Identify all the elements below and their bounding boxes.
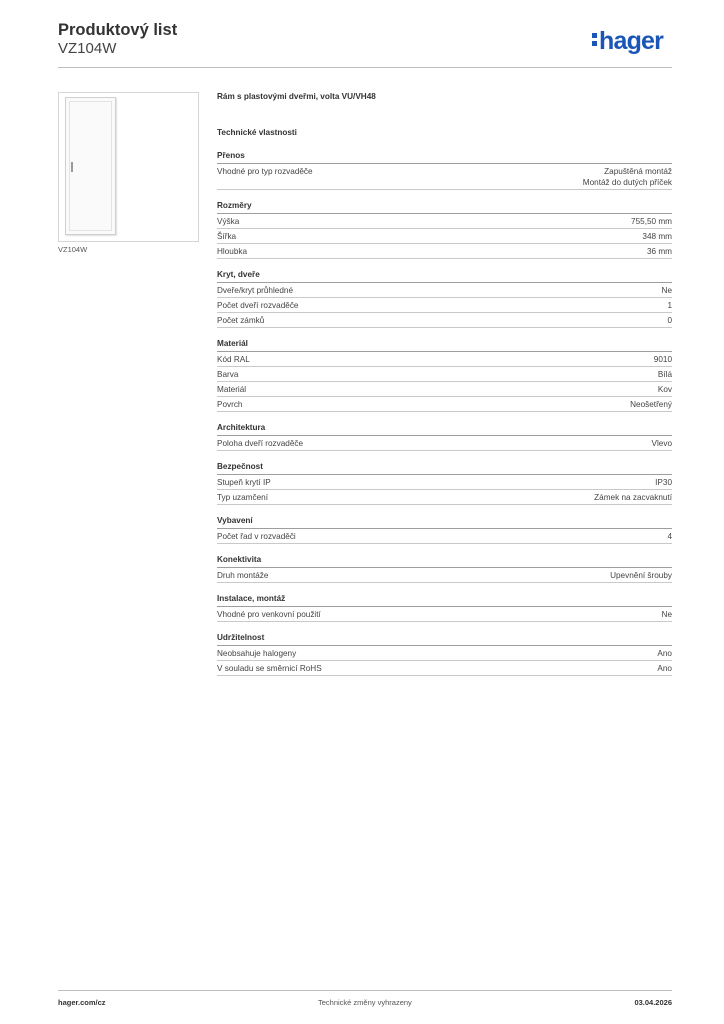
product-image <box>58 92 199 242</box>
spec-label: Neobsahuje halogeny <box>217 649 297 658</box>
spec-label: Poloha dveří rozvaděče <box>217 439 304 448</box>
logo-text: hager <box>599 27 664 55</box>
section-heading: Materiál <box>217 338 672 352</box>
spec-value: Vlevo <box>651 439 672 448</box>
spec-value: 36 mm <box>646 247 672 256</box>
spec-value: 1 <box>667 301 672 310</box>
spec-row <box>217 475 672 490</box>
spec-row <box>217 164 672 190</box>
spec-value: 755,50 mm <box>631 217 672 226</box>
spec-value: IP30 <box>655 478 672 487</box>
product-title: Rám s plastovými dveřmi, volta VU/VH48 <box>217 92 376 101</box>
section-heading: Instalace, montáž <box>217 593 672 607</box>
footer-url[interactable]: hager.com/cz <box>58 998 106 1007</box>
spec-row <box>217 214 672 229</box>
section-heading: Vybavení <box>217 515 672 529</box>
section-heading: Konektivita <box>217 554 672 568</box>
spec-value: Upevnění šrouby <box>610 571 672 580</box>
product-code: VZ104W <box>58 40 117 57</box>
spec-value: 0 <box>667 316 672 325</box>
spec-row <box>217 661 672 676</box>
spec-row <box>217 382 672 397</box>
hager-logo <box>592 26 663 56</box>
spec-section <box>217 422 672 451</box>
spec-row <box>217 646 672 661</box>
footer-notice: Technické změny vyhrazeny <box>318 998 412 1007</box>
footer-divider <box>58 990 672 991</box>
door-lock-icon <box>71 162 73 172</box>
image-caption: VZ104W <box>58 245 88 254</box>
spec-label: V souladu se směrnicí RoHS <box>217 664 322 673</box>
spec-label: Povrch <box>217 400 243 409</box>
spec-label: Výška <box>217 217 240 226</box>
spec-row <box>217 397 672 412</box>
spec-label: Počet řad v rozvaděči <box>217 532 296 541</box>
spec-value: Ne <box>661 610 672 619</box>
spec-section <box>217 632 672 676</box>
spec-label: Šířka <box>217 232 237 241</box>
spec-row <box>217 283 672 298</box>
header-divider <box>58 67 672 68</box>
spec-section <box>217 515 672 544</box>
spec-value: Zámek na zacvaknutí <box>594 493 672 502</box>
door-frame <box>69 101 112 231</box>
spec-label: Stupeň krytí IP <box>217 478 271 487</box>
spec-sheet <box>217 91 672 676</box>
spec-row <box>217 529 672 544</box>
spec-section <box>217 554 672 583</box>
spec-row <box>217 367 672 382</box>
spec-section <box>217 461 672 505</box>
spec-row <box>217 490 672 505</box>
spec-label: Počet zámků <box>217 316 265 325</box>
spec-label: Hloubka <box>217 247 248 256</box>
logo-colon-icon <box>592 30 597 48</box>
spec-sections <box>217 150 672 676</box>
spec-value: Zapuštěná montáž Montáž do dutých příček <box>582 167 672 187</box>
spec-value: 9010 <box>653 355 672 364</box>
spec-value: Ne <box>661 286 672 295</box>
spec-label: Dveře/kryt průhledné <box>217 286 293 295</box>
spec-row <box>217 568 672 583</box>
spec-section <box>217 150 672 190</box>
spec-label: Barva <box>217 370 239 379</box>
spec-value: 348 mm <box>642 232 672 241</box>
section-heading: Kryt, dveře <box>217 269 672 283</box>
spec-label: Vhodné pro typ rozvaděče <box>217 167 313 176</box>
spec-row <box>217 313 672 328</box>
spec-row <box>217 607 672 622</box>
spec-row <box>217 229 672 244</box>
section-heading: Udržitelnost <box>217 632 672 646</box>
section-heading: Rozměry <box>217 200 672 214</box>
spec-row <box>217 298 672 313</box>
spec-label: Materiál <box>217 385 247 394</box>
spec-label: Počet dveří rozvaděče <box>217 301 299 310</box>
spec-row <box>217 436 672 451</box>
spec-row <box>217 352 672 367</box>
section-heading: Architektura <box>217 422 672 436</box>
section-heading: Přenos <box>217 150 672 164</box>
spec-label: Kód RAL <box>217 355 250 364</box>
tech-heading: Technické vlastnosti <box>217 128 297 137</box>
spec-section <box>217 593 672 622</box>
spec-value: Kov <box>657 385 672 394</box>
section-heading: Bezpečnost <box>217 461 672 475</box>
spec-label: Vhodné pro venkovní použití <box>217 610 321 619</box>
spec-value: Ano <box>657 664 672 673</box>
spec-label: Typ uzamčení <box>217 493 268 502</box>
spec-label: Druh montáže <box>217 571 269 580</box>
spec-value: 4 <box>667 532 672 541</box>
panel-door-image <box>65 97 116 235</box>
spec-value: Bílá <box>657 370 672 379</box>
footer-date: 03.04.2026 <box>634 998 672 1007</box>
spec-section <box>217 269 672 328</box>
spec-value: Ano <box>657 649 672 658</box>
page-title: Produktový list <box>58 21 178 39</box>
spec-section <box>217 338 672 412</box>
spec-section <box>217 200 672 259</box>
spec-row <box>217 244 672 259</box>
spec-value: Neošetřený <box>630 400 672 409</box>
